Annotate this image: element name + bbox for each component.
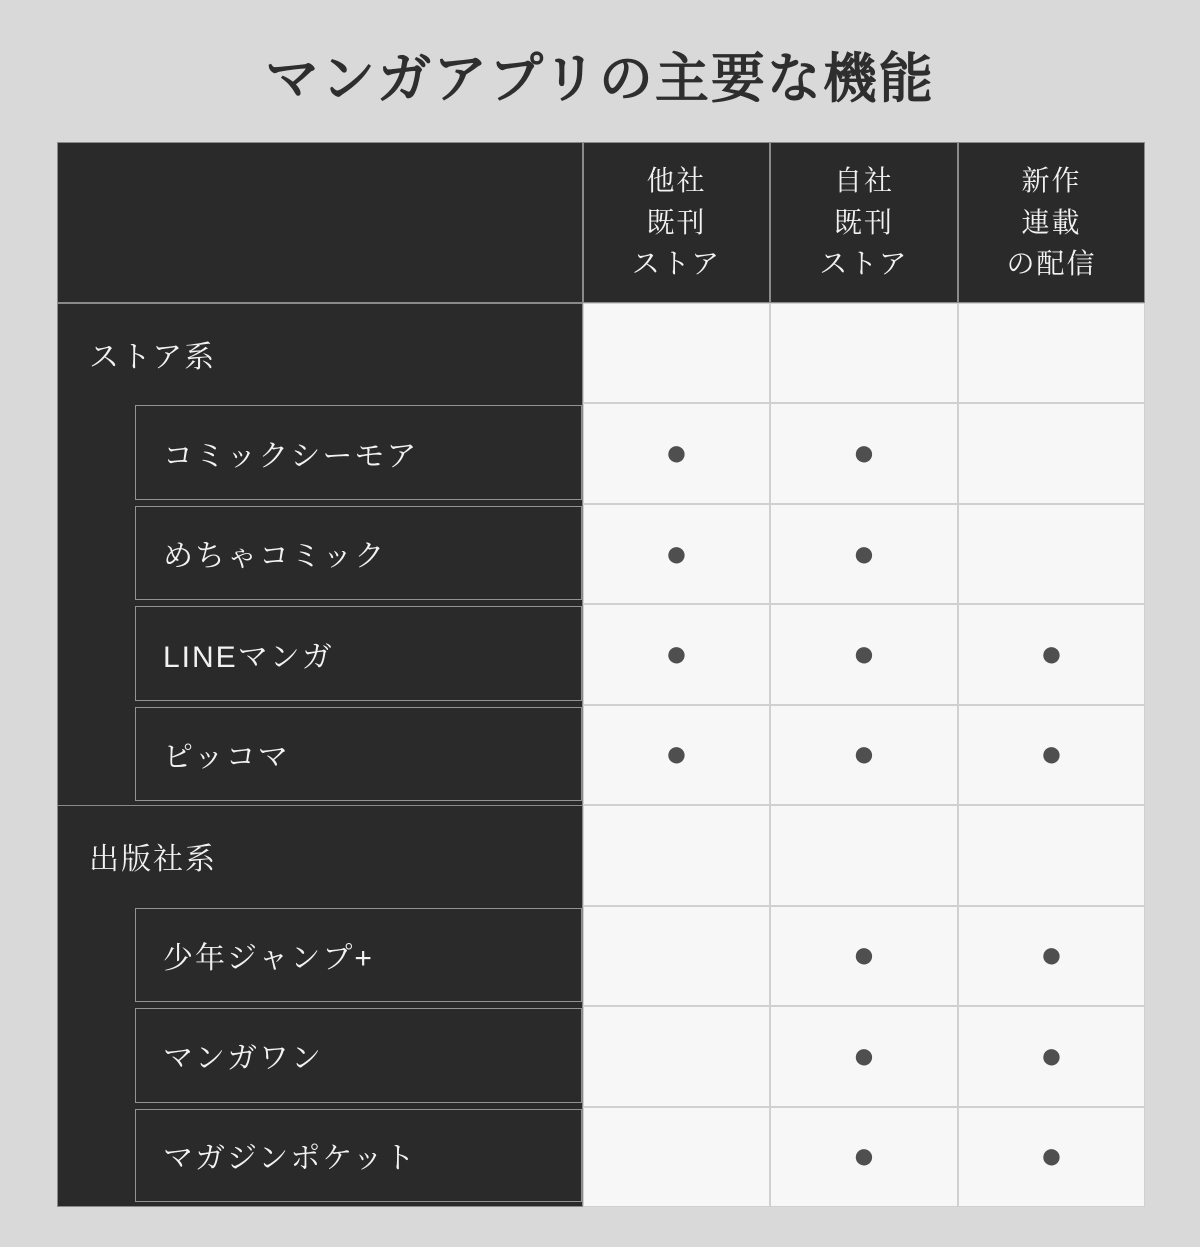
app-name-box: マンガワン	[135, 1008, 582, 1102]
feature-cell	[958, 805, 1145, 905]
column-header-line: の配信	[1006, 248, 1097, 280]
app-name-box: ピッコマ	[135, 707, 582, 801]
column-header-line: 既刊	[833, 206, 894, 238]
column-header-line: 新作	[1021, 165, 1082, 197]
app-name-box: 少年ジャンプ+	[135, 908, 582, 1002]
feature-cell: ●	[770, 906, 958, 1006]
feature-cell: ●	[770, 604, 958, 704]
feature-cell: ●	[770, 1006, 958, 1106]
column-header-own-company-store	[770, 142, 958, 303]
feature-cell: ●	[958, 1006, 1145, 1106]
feature-cell	[770, 303, 958, 403]
column-header-line: 他社	[646, 165, 707, 197]
group-header-publisher: 出版社系	[57, 805, 583, 905]
feature-cell	[583, 1006, 770, 1106]
feature-cell: ●	[770, 1107, 958, 1207]
feature-cell: ●	[583, 504, 770, 604]
row-label-mecha-comic	[57, 504, 583, 604]
feature-cell: ●	[770, 504, 958, 604]
row-label-manga-one	[57, 1006, 583, 1106]
app-name-box: マガジンポケット	[135, 1109, 582, 1202]
feature-cell: ●	[583, 705, 770, 805]
row-label-piccoma	[57, 705, 583, 805]
row-label-line-manga	[57, 604, 583, 704]
feature-cell	[583, 303, 770, 403]
feature-cell: ●	[958, 1107, 1145, 1207]
feature-comparison-table	[57, 142, 1145, 1207]
app-name-box: めちゃコミック	[135, 506, 582, 600]
page-title: マンガアプリの主要な機能	[265, 49, 935, 109]
feature-cell: ●	[958, 604, 1145, 704]
feature-cell	[583, 906, 770, 1006]
feature-cell: ●	[583, 403, 770, 503]
feature-cell	[958, 403, 1145, 503]
feature-cell: ●	[770, 403, 958, 503]
feature-cell	[583, 1107, 770, 1207]
column-header-line: ストア	[819, 248, 909, 280]
column-header-new-serial-distribution	[958, 142, 1145, 303]
column-header-line: ストア	[631, 248, 722, 280]
row-label-shonen-jump-plus	[57, 906, 583, 1006]
feature-cell: ●	[958, 705, 1145, 805]
app-name-box: コミックシーモア	[135, 405, 582, 499]
feature-cell	[583, 805, 770, 905]
column-header-line: 連載	[1021, 206, 1082, 238]
app-name-box: LINEマンガ	[135, 606, 582, 700]
column-header-line: 既刊	[646, 206, 707, 238]
feature-cell	[958, 504, 1145, 604]
row-label-magazine-pocket	[57, 1107, 583, 1207]
feature-cell: ●	[958, 906, 1145, 1006]
feature-cell	[958, 303, 1145, 403]
group-header-store: ストア系	[57, 303, 583, 403]
feature-cell: ●	[583, 604, 770, 704]
corner-header-cell	[57, 142, 583, 303]
column-header-other-company-store	[583, 142, 770, 303]
column-header-line: 自社	[833, 165, 894, 197]
feature-cell: ●	[770, 705, 958, 805]
feature-cell	[770, 805, 958, 905]
row-label-comic-seymour	[57, 403, 583, 503]
